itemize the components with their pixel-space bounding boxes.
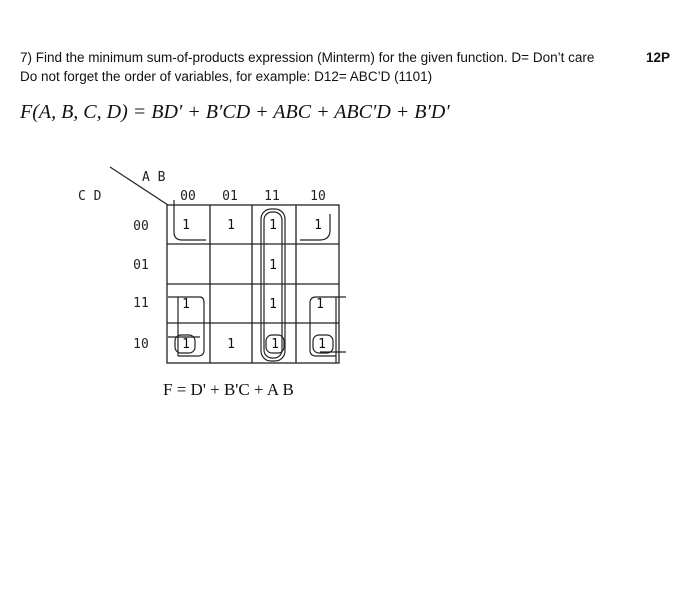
- kmap-cell: 1: [269, 297, 277, 312]
- kmap-row-header: 11: [133, 296, 149, 311]
- kmap-cell: 1: [316, 297, 324, 312]
- kmap-cell: 1: [269, 218, 277, 233]
- kmap-col-var-label: A B: [142, 170, 166, 185]
- question-line-1: 7) Find the minimum sum-of-products expression (Minterm) for the given function. D= Don’t care: [20, 50, 595, 65]
- points-label: 12P: [646, 50, 671, 65]
- kmap-row-var-label: C D: [78, 189, 102, 204]
- kmap-cell: 1: [318, 337, 326, 352]
- function-lhs: F(A, B, C, D) =: [20, 101, 152, 123]
- kmap-cell: 1: [269, 258, 277, 273]
- kmap-col-header: 00: [180, 189, 196, 204]
- kmap-row-header: 10: [133, 337, 149, 352]
- kmap-col-header: 10: [310, 189, 326, 204]
- kmap-cell: 1: [182, 297, 190, 312]
- question-line-2: Do not forget the order of variables, for example: D12= ABC’D (1101): [20, 69, 433, 84]
- kmap-col-header: 11: [264, 189, 280, 204]
- kmap-cell: 1: [182, 218, 190, 233]
- kmap-cell: 1: [227, 337, 235, 352]
- kmap-cell: 1: [182, 337, 190, 352]
- kmap-cell: 1: [314, 218, 322, 233]
- answer-expression: F = D' + B'C + A B: [163, 380, 294, 399]
- kmap-cell: 1: [271, 337, 279, 352]
- kmap-cell: 1: [227, 218, 235, 233]
- kmap-row-header: 00: [133, 219, 149, 234]
- function-rhs: BD′ + B′CD + ABC + ABC′D + B′D′: [151, 101, 450, 123]
- kmap-col-header: 01: [222, 189, 238, 204]
- kmap-row-header: 01: [133, 258, 149, 273]
